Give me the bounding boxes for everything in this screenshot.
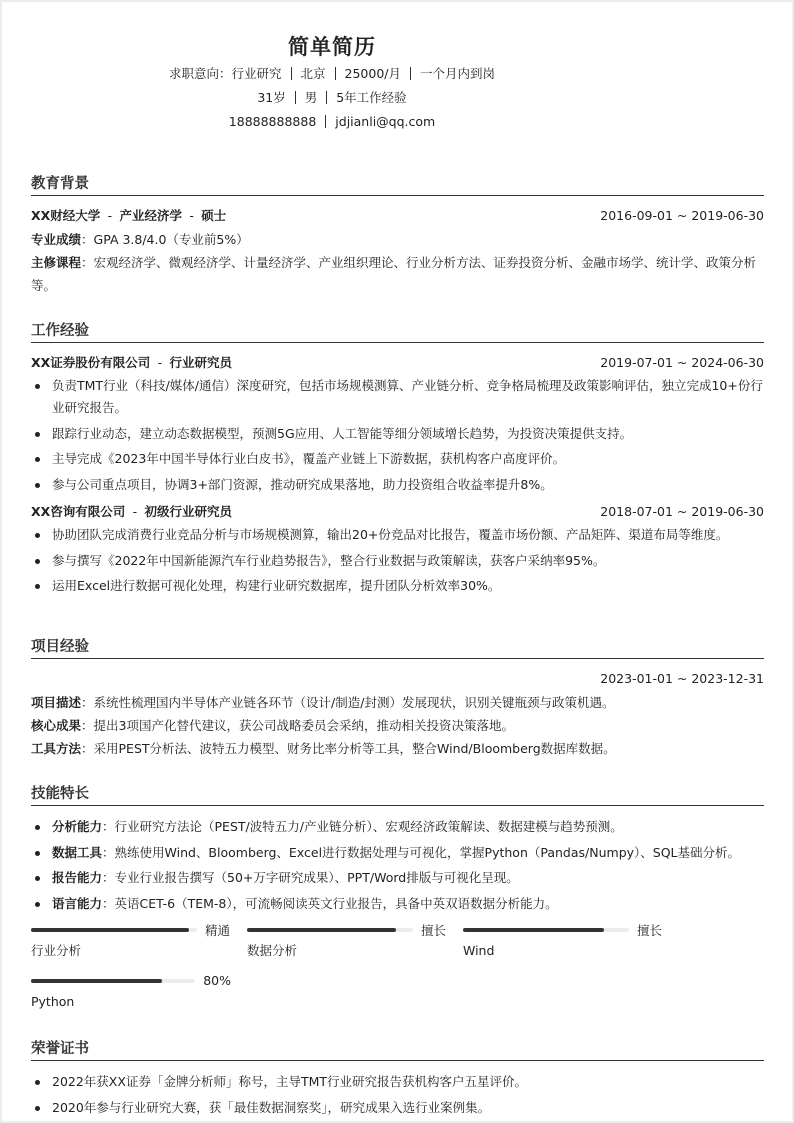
job-heading [31,350,232,375]
contact-line [2,110,662,134]
skill-value: ：熟练使用Wind、Bloomberg、Excel进行数据处理与可视化，掌握Python（Pandas/Numpy）、SQL基础分析。 [102,844,741,860]
skill-bar-item [31,921,231,962]
skill-bar-track [463,928,629,932]
skill-value: ：行业研究方法论（PEST/波特五力/产业链分析）、宏观经济政策解读、数据建模与趋势预测。 [102,819,623,834]
skill-name: Python [31,993,75,1009]
job-bullet: 参与公司重点项目，协调3+部门资源，推动研究成果落地，助力投资组合收益率提升8%。 [31,474,764,496]
job-row [31,499,764,524]
project-value: ：提出3项国产化替代建议，获公司战略委员会采纳，推动相关投资决策落地。 [81,718,514,733]
school-name: XX财经大学 [31,208,101,223]
divider [410,67,411,80]
skill-name: 行业分析 [31,942,82,958]
email: jdjianli@qq.com [335,114,436,129]
skill-value: ：专业行业报告撰写（50+万字研究成果）、PPT/Word排版与可视化呈现。 [102,870,519,885]
job-heading [31,499,232,524]
skill-bar-fill [463,928,604,932]
section-title-skills: 技能特长 [31,782,764,806]
gpa-line [31,228,764,251]
project-row [31,666,764,691]
experience-years: 5年工作经验 [336,90,407,105]
project-line [31,714,764,737]
company-name: XX证券股份有限公司 [31,355,151,370]
dash: - [107,208,113,223]
degree: 硕士 [201,208,227,223]
dash: - [157,355,163,370]
skill-level: 擅长 [421,922,447,938]
job-role: 初级行业研究员 [144,504,233,519]
honor-bullet: 2020年参与行业研究大赛，获「最佳数据洞察奖」，研究成果入选行业案例集。 [31,1097,764,1119]
honor-bullet: 2022年获XX证券「金牌分析师」称号，主导TMT行业研究报告获机构客户五星评价。 [31,1071,764,1093]
skill-value: ：英语CET-6（TEM-8），可流畅阅读英文行业报告，具备中英双语数据分析能力。 [102,895,558,911]
skill-label: 语言能力 [52,895,103,911]
skill-label: 分析能力 [52,819,103,834]
skill-bar-track [247,928,413,932]
availability: 一个月内到岗 [420,66,496,81]
skill-bar-track [31,928,197,932]
divider [326,91,327,104]
major: 产业经济学 [119,208,183,223]
skill-name: 数据分析 [247,942,298,958]
resume-header [2,32,662,134]
project-label: 工具方法 [31,741,82,756]
project-label: 项目描述 [31,695,82,710]
divider [291,67,292,80]
company-name: XX咨询有限公司 [31,504,126,519]
section-title-education: 教育背景 [31,172,764,196]
courses-line [31,251,764,297]
job-bullet: 主导完成《2023年中国半导体行业白皮书》，覆盖产业链上下游数据，获机构客户高度评价。 [31,448,764,470]
education-section [31,172,764,297]
resume-page [2,2,792,1121]
courses-label: 主修课程 [31,255,82,270]
job-row [31,350,764,375]
resume-title: 简单简历 [288,35,376,59]
work-section [31,319,764,601]
skill-bar-item [31,972,231,1013]
project-value: ：系统性梳理国内半导体产业链各环节（设计/制造/封测）发展现状，识别关键瓶颈与政策机遇。 [81,695,615,710]
job-bullet: 参与撰写《2022年中国新能源汽车行业趋势报告》，整合行业数据与政策解读，获客户采纳率95%。 [31,550,764,572]
dash: - [132,504,138,519]
job-role: 行业研究员 [169,355,233,370]
job-intent-line [2,62,662,86]
skill-bar-item [247,921,447,962]
project-value: ：采用PEST分析法、波特五力模型、财务比率分析等工具，整合Wind/Bloomberg数据库数据。 [81,741,616,756]
skill-bar-item [463,921,663,962]
dash: - [189,208,194,223]
divider [335,67,336,80]
project-date: 2023-01-01 ~ 2023-12-31 [600,671,764,686]
job-bullet: 协助团队完成消费行业竞品分析与市场规模测算，输出20+份竞品对比报告，覆盖市场份额、产品矩阵、渠道布局等维度。 [31,524,764,546]
age: 31岁 [257,90,286,105]
job-bullets [31,524,764,597]
skill-name: Wind [463,942,495,958]
skill-bullet [31,867,764,889]
skill-label: 报告能力 [52,870,103,885]
honors-bullets [31,1071,764,1119]
job-bullet: 负责TMT行业（科技/媒体/通信）深度研究，包括市场规模测算、产业链分析、竞争格局梳理及政策影响评估，独立完成10+份行业研究报告。 [31,375,764,419]
education-heading [31,203,226,228]
skill-bar-fill [31,928,189,932]
honors-section [31,1037,764,1122]
location: 北京 [300,66,326,81]
skill-bullet [31,842,764,864]
project-line [31,737,764,760]
gpa-label: 专业成绩 [31,232,82,247]
personal-info-line [2,86,662,110]
job-intent: 求职意向：行业研究 [168,66,282,81]
project-section [31,635,764,760]
divider [325,115,326,128]
skills-section [31,782,764,1021]
education-date: 2016-09-01 ~ 2019-06-30 [600,208,764,223]
skill-bar-fill [247,928,396,932]
divider [295,91,296,104]
skills-bullets [31,816,764,915]
education-row [31,203,764,228]
job-bullet: 运用Excel进行数据可视化处理，构建行业研究数据库，提升团队分析效率30%。 [31,575,764,597]
skill-label: 数据工具 [52,844,103,860]
job-date: 2018-07-01 ~ 2019-06-30 [600,504,764,519]
section-title-honors: 荣誉证书 [31,1037,764,1061]
skill-level: 80% [203,973,231,988]
courses-value: ：宏观经济学、微观经济学、计量经济学、产业组织理论、行业分析方法、证券投资分析、金融市场学、统计学、政策分析等。 [31,255,757,293]
job-bullet: 跟踪行业动态，建立动态数据模型，预测5G应用、人工智能等细分领域增长趋势，为投资决策提供支持。 [31,423,764,445]
skill-bullet [31,893,764,915]
skill-bar-fill [31,979,162,983]
skill-bar-track [31,979,195,983]
skill-level: 擅长 [637,922,663,938]
gpa-value: ：GPA 3.8/4.0（专业前5%） [81,232,249,247]
job-bullets [31,375,764,496]
section-title-project: 项目经验 [31,635,764,659]
skill-level: 精通 [205,922,231,938]
skill-bars [31,921,764,1021]
job-date: 2019-07-01 ~ 2024-06-30 [600,355,764,370]
phone: 18888888888 [228,114,317,129]
gender: 男 [304,90,318,105]
skill-bullet [31,816,764,838]
section-title-work: 工作经验 [31,319,764,343]
project-line [31,691,764,714]
salary: 25000/月 [344,66,401,81]
project-label: 核心成果 [31,718,82,733]
